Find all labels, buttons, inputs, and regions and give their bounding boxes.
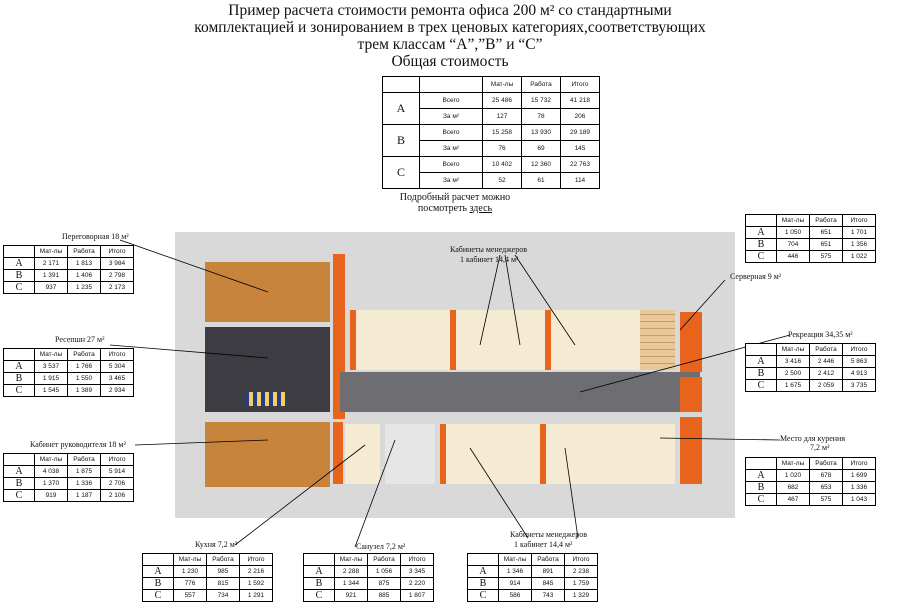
cell: 13 930 — [522, 125, 561, 141]
class-label: В — [383, 125, 420, 157]
page-title — [180, 2, 720, 70]
cell: 114 — [561, 173, 600, 189]
label-reception: Ресепшн 27 м² — [55, 335, 105, 344]
row-label: За м² — [420, 109, 483, 125]
row-label: За м² — [420, 141, 483, 157]
col-header: Мат-лы — [483, 77, 522, 93]
manager-office-top — [350, 310, 451, 370]
orange-wall — [680, 377, 702, 412]
subtitle: Общая стоимость — [391, 53, 509, 70]
cell: 61 — [522, 173, 561, 189]
table-recreation: Мат-лы Работа Итого А 3 416 2 446 5 863 В 2 500 2 412 4 913 С 1 675 2 059 3 735 — [745, 343, 876, 392]
label-meeting: Переговорная 18 м² — [62, 232, 129, 241]
label-smoking-2: 7,2 м² — [810, 443, 830, 452]
col-header: Итого — [561, 77, 600, 93]
cell: 22 763 — [561, 157, 600, 173]
detail-note: Подробный расчет можно посмотреть здесь — [399, 192, 511, 214]
cell: 206 — [561, 109, 600, 125]
cell: 145 — [561, 141, 600, 157]
table-wc: Мат-лы Работа Итого А 2 288 1 056 3 345 В 1 344 875 2 220 С 921 885 1 807 — [303, 553, 434, 602]
label-recreation: Рекреация 34,35 м² — [788, 330, 853, 339]
row-label: Всего — [420, 125, 483, 141]
orange-wall — [680, 417, 702, 484]
cell: 15 732 — [522, 93, 561, 109]
summary-table — [382, 76, 600, 189]
table-managers-bottom: Мат-лы Работа Итого А 1 346 891 2 238 В 914 845 1 759 С 586 743 1 329 — [467, 553, 598, 602]
corridor — [340, 372, 700, 412]
label-server: Серверная 9 м² — [730, 272, 782, 281]
title-line-2: комплектацией и зонированием в трех ценовых категориях,соответствующих — [194, 19, 706, 36]
cell: 15 258 — [483, 125, 522, 141]
row-label: За м² — [420, 173, 483, 189]
class-label: С — [383, 157, 420, 189]
row-label: Всего — [420, 157, 483, 173]
manager-office-bottom — [540, 424, 641, 484]
col-header: Работа — [522, 77, 561, 93]
manager-office-bottom — [440, 424, 541, 484]
label-smoking-1: Место для курения — [780, 434, 846, 443]
server-room — [640, 310, 675, 370]
class-label: А — [383, 93, 420, 125]
title-line-3: трем классам “А”,”В” и “С” — [357, 36, 543, 53]
label-director: Кабинет руководителя 18 м² — [30, 440, 126, 449]
table-smoking: Мат-лы Работа Итого А 1 020 678 1 699 В 682 653 1 336 С 467 575 1 043 — [745, 457, 876, 506]
label-wc: Санузел 7,2 м² — [356, 542, 406, 551]
cell: 10 402 — [483, 157, 522, 173]
smoking-room — [640, 424, 675, 484]
table-director: Мат-лы Работа Итого А 4 038 1 875 5 914 В 1 370 1 336 2 706 С 919 1 187 2 106 — [3, 453, 134, 502]
table-meeting: Мат-лы Работа Итого А 2 171 1 813 3 984 В 1 391 1 406 2 798 С 937 1 235 2 173 — [3, 245, 134, 294]
table-kitchen: Мат-лы Работа Итого А 1 230 985 2 216 В 776 815 1 592 С 557 734 1 291 — [142, 553, 273, 602]
label-managers-bottom-1: Кабинеты менеджеров — [510, 530, 587, 539]
cell: 12 360 — [522, 157, 561, 173]
cell: 52 — [483, 173, 522, 189]
wc-room — [385, 424, 435, 484]
row-label: Всего — [420, 93, 483, 109]
cell: 29 189 — [561, 125, 600, 141]
label-managers-top-1: Кабинеты менеджеров — [450, 245, 527, 254]
table-reception: Мат-лы Работа Итого А 3 537 1 766 5 304 В 1 915 1 550 3 465 С 1 545 1 389 2 934 — [3, 348, 134, 397]
title-line-1: Пример расчета стоимости ремонта офиса 200 м² со стандартными — [228, 2, 672, 19]
orange-wall — [333, 422, 343, 484]
manager-office-top — [450, 310, 546, 370]
floor-plan — [175, 232, 735, 518]
table-server: Мат-лы Работа Итого А 1 050 651 1 701 В 704 651 1 356 С 446 575 1 022 — [745, 214, 876, 263]
cell: 25 486 — [483, 93, 522, 109]
detail-link[interactable]: здесь — [469, 203, 493, 214]
label-managers-top-2: 1 кабинет 14,4 м² — [460, 255, 519, 264]
cell: 69 — [522, 141, 561, 157]
manager-office-top — [545, 310, 641, 370]
reception-sofa — [245, 392, 285, 406]
orange-wall — [680, 312, 702, 372]
label-kitchen: Кухня 7,2 м² — [195, 540, 238, 549]
kitchen-room — [345, 424, 380, 484]
cell: 76 — [483, 141, 522, 157]
cell: 127 — [483, 109, 522, 125]
cell: 78 — [522, 109, 561, 125]
label-managers-bottom-2: 1 кабинет 14,4 м² — [514, 540, 573, 549]
cell: 41 218 — [561, 93, 600, 109]
director-room — [205, 422, 330, 487]
meeting-room — [205, 262, 330, 322]
